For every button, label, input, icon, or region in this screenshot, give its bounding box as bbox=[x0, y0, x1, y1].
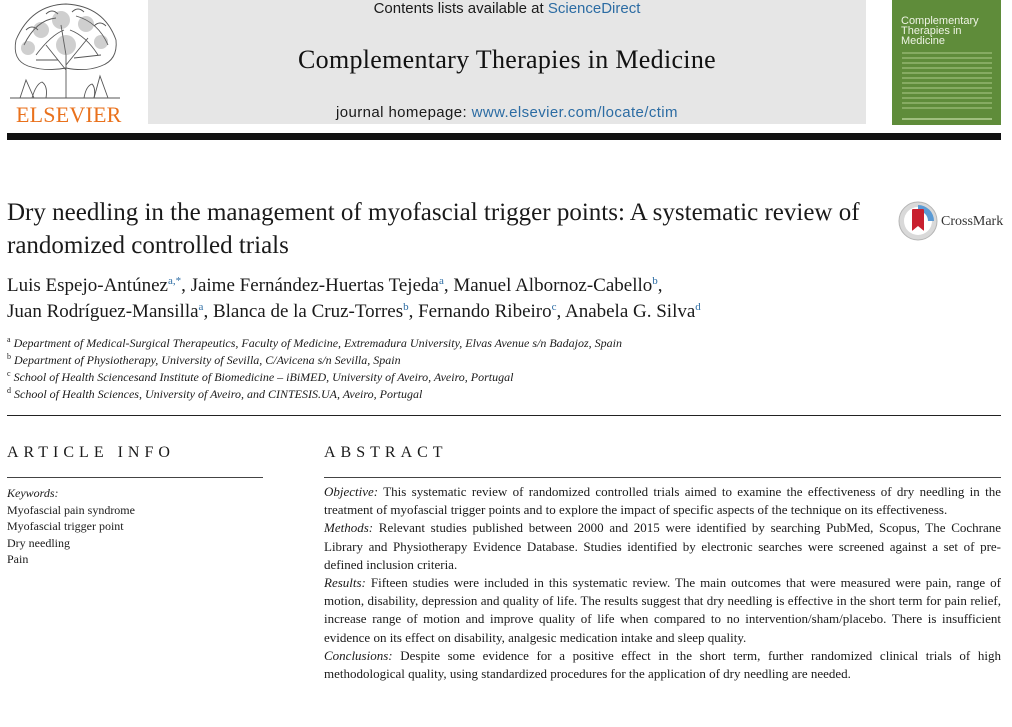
abstract-heading: ABSTRACT bbox=[324, 444, 448, 461]
author-name[interactable]: Fernando Ribeiro bbox=[418, 301, 552, 322]
author-separator: , bbox=[443, 275, 454, 296]
cover-text-lines bbox=[902, 52, 992, 112]
article-info-rule bbox=[7, 477, 263, 478]
journal-cover-thumbnail[interactable] bbox=[892, 0, 1001, 125]
abstract-rule bbox=[324, 477, 1001, 478]
abstract-section-text: Fifteen studies were included in this systematic review. The main outcomes that were measured were pain, range of motion, disability, depression and quality of life. The results suggest that dry needling is effective in the short term for pain relief, increase range of motion and improve quality of life when compared to no intervention/sham/placebo. There is insufficient evidence on its effect on disability, analgesic medication intake and sleep quality. bbox=[324, 575, 1001, 645]
affiliation-mark: a bbox=[7, 335, 11, 344]
affiliation-mark: b bbox=[7, 352, 11, 361]
affiliation-item bbox=[7, 352, 997, 369]
sciencedirect-link[interactable]: ScienceDirect bbox=[547, 0, 641, 17]
journal-banner bbox=[148, 0, 866, 124]
elsevier-tree-logo bbox=[6, 0, 124, 126]
keywords-block bbox=[7, 485, 135, 568]
cover-title: Complementary Therapies in Medicine bbox=[901, 15, 979, 47]
author-name[interactable]: Luis Espejo-Antúnez bbox=[7, 275, 168, 296]
keywords-label: Keywords: bbox=[7, 486, 59, 500]
journal-title: Complementary Therapies in Medicine bbox=[298, 45, 716, 74]
author-affil-mark[interactable]: b bbox=[403, 301, 409, 313]
homepage-prefix: journal homepage: bbox=[336, 104, 472, 121]
author-name[interactable]: Blanca de la Cruz-Torres bbox=[212, 301, 404, 322]
contents-line bbox=[148, 0, 866, 17]
abstract-section-text: Despite some evidence for a positive effect in the short term, further randomized clinical trials of high methodological quality, using standardized procedures for the application of dry needling are needed. bbox=[324, 647, 1001, 682]
keyword-item: Dry needling bbox=[7, 535, 70, 550]
author-line-1 bbox=[7, 273, 997, 299]
header-divider bbox=[7, 133, 1001, 140]
abstract-body bbox=[324, 483, 1001, 683]
author-list bbox=[7, 273, 997, 325]
author-affil-mark[interactable]: b bbox=[652, 275, 658, 287]
journal-header bbox=[0, 0, 1012, 140]
abstract-section-objective bbox=[324, 483, 1001, 519]
abstract-section-conclusions bbox=[324, 647, 1001, 683]
author-separator: , bbox=[657, 275, 663, 296]
author-affil-mark[interactable]: d bbox=[695, 301, 701, 313]
elsevier-wordmark: ELSEVIER bbox=[16, 102, 122, 127]
affiliation-item bbox=[7, 369, 997, 386]
author-name[interactable]: Manuel Albornoz-Cabello bbox=[453, 275, 653, 296]
crossmark-icon bbox=[897, 200, 939, 242]
section-divider bbox=[7, 415, 1001, 416]
keyword-item: Myofascial trigger point bbox=[7, 519, 124, 533]
abstract-section-text: Relevant studies published between 2000 and 2015 were identified by searching PubMed, Scopus, The Cochrane Library and Physiotherapy Evidence Database. Studies identified by electronic searches were screened against a set of pre-defined inclusion criteria. bbox=[324, 520, 1001, 572]
affiliation-item bbox=[7, 386, 997, 403]
author-affil-mark[interactable]: c bbox=[551, 301, 557, 313]
author-name[interactable]: Anabela G. Silva bbox=[564, 301, 696, 322]
keyword-item: Myofascial pain syndrome bbox=[7, 502, 135, 517]
author-separator: , bbox=[203, 301, 213, 322]
article-title: Dry needling in the management of myofascial trigger points: A systematic review of randomized controlled trials bbox=[7, 199, 860, 259]
author-name[interactable]: Jaime Fernández-Huertas Tejeda bbox=[190, 275, 439, 296]
abstract-section-label: Results: bbox=[324, 575, 366, 591]
affiliation-text: School of Health Sciences, University of Aveiro, and CINTESIS.UA, Aveiro, Portugal bbox=[14, 387, 423, 401]
author-separator: , bbox=[556, 301, 565, 322]
abstract-section-label: Conclusions: bbox=[324, 647, 393, 663]
author-separator: , bbox=[181, 275, 191, 296]
contents-prefix: Contents lists available at bbox=[373, 0, 548, 17]
abstract-section-results bbox=[324, 574, 1001, 647]
crossmark-label: CrossMark bbox=[941, 214, 1004, 229]
affiliation-mark: d bbox=[7, 386, 11, 395]
author-affil-mark[interactable]: a,* bbox=[167, 275, 182, 287]
author-line-2 bbox=[7, 299, 997, 325]
abstract-section-methods bbox=[324, 519, 1001, 574]
abstract-section-text: This systematic review of randomized controlled trials aimed to examine the effectiveness of dry needling in the treatment of myofascial trigger points and to explore the impact of specific aspects of the technique on its effectiveness. bbox=[324, 484, 1001, 518]
article-info-heading: ARTICLE INFO bbox=[7, 444, 175, 461]
author-separator: , bbox=[408, 301, 419, 322]
journal-homepage-link[interactable]: www.elsevier.com/locate/ctim bbox=[471, 104, 678, 121]
crossmark-button[interactable] bbox=[897, 200, 1007, 244]
affiliation-mark: c bbox=[7, 369, 11, 378]
affiliation-text: School of Health Sciencesand Institute of Biomedicine – iBiMED, University of Aveiro, Aveiro, Portugal bbox=[13, 370, 514, 384]
keyword-item: Pain bbox=[7, 552, 29, 566]
author-name[interactable]: Juan Rodríguez-Mansilla bbox=[7, 301, 199, 322]
abstract-section-label: Methods: bbox=[324, 520, 374, 536]
affiliation-text: Department of Physiotherapy, University of Sevilla, C/Avicena s/n Sevilla, Spain bbox=[14, 353, 401, 367]
affiliation-item bbox=[7, 335, 997, 352]
affiliation-text: Department of Medical-Surgical Therapeutics, Faculty of Medicine, Extremadura University, Elvas Avenue s/n Badajoz, Spain bbox=[13, 336, 622, 350]
author-affil-mark[interactable]: a bbox=[438, 275, 444, 287]
affiliations bbox=[7, 335, 997, 403]
author-affil-mark[interactable]: a bbox=[198, 301, 204, 313]
abstract-section-label: Objective: bbox=[324, 484, 379, 499]
homepage-line bbox=[148, 104, 866, 121]
cover-footer-line bbox=[902, 118, 992, 120]
